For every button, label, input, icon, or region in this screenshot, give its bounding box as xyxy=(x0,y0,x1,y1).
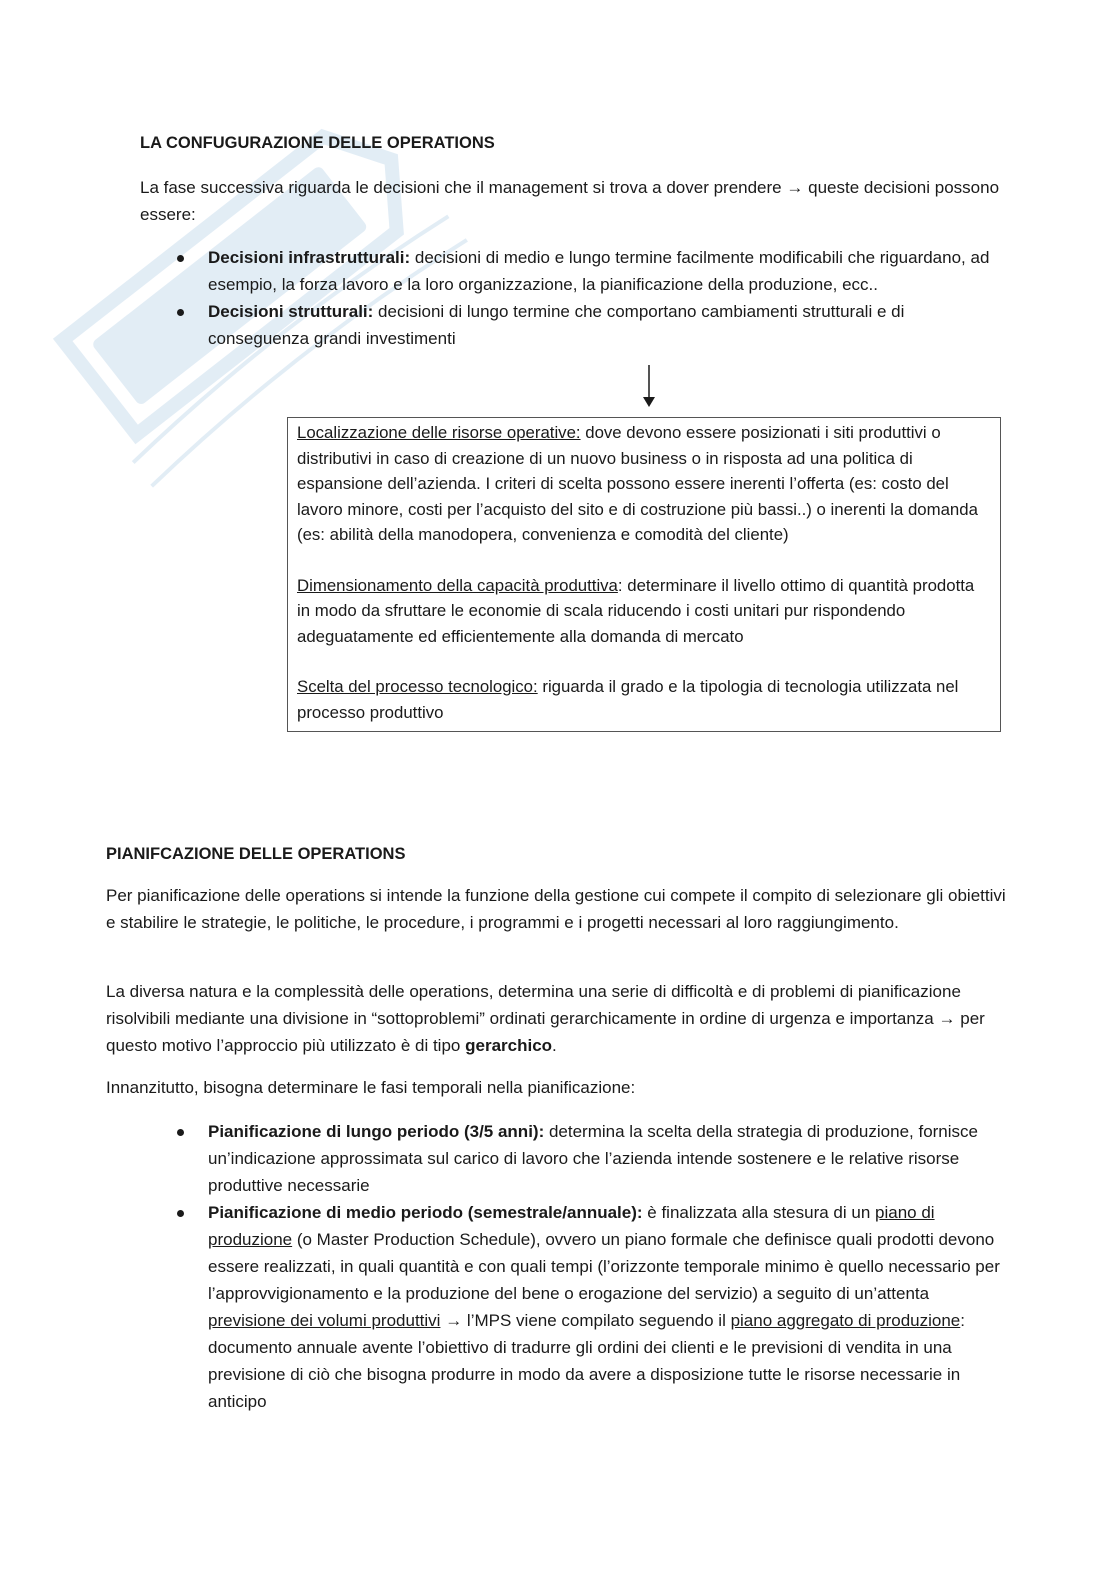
section2-paragraph-1: Per pianificazione delle operations si intende la funzione della gestione cui compete il compito di selezionare gli obiettivi e stabilire le strategie, le politiche, le procedure, i programmi e i progetti necessari al loro raggiungimento. xyxy=(106,886,1006,932)
decisions-box xyxy=(287,417,1001,732)
section1-title: LA CONFUGURAZIONE DELLE OPERATIONS xyxy=(140,134,495,152)
arrow-icon: → xyxy=(786,178,804,197)
section2-paragraph-2: La diversa natura e la complessità delle operations, determina una serie di difficoltà e di problemi di pianificazione risolvibili mediante una divisione in “sottoproblemi” ordinati gerarchicamente in ordine di urgenza e importanza → per questo motivo l’approccio più utilizzato è di tipo gerarchico. xyxy=(106,982,985,1055)
section1-bullet-list xyxy=(174,244,1010,352)
box-paragraph: Dimensionamento della capacità produttiva: determinare il livello ottimo di quantità prodotta in modo da sfruttare le economie di scala riducendo i costi unitari pur rispondendo adeguatamente ed efficientemente alla domanda di mercato xyxy=(297,575,975,646)
box-paragraph: Scelta del processo tecnologico: riguarda il grado e la tipologia di tecnologia utilizzata nel processo produttivo xyxy=(297,677,959,722)
list-item: Decisioni strutturali: decisioni di lungo termine che comportano cambiamenti strutturali e di conseguenza grandi investimenti xyxy=(174,298,1010,352)
section2-bullet-list xyxy=(174,1118,1010,1415)
section2-paragraph-3: Innanzitutto, bisogna determinare le fasi temporali nella pianificazione: xyxy=(106,1078,636,1097)
section1-intro: La fase successiva riguarda le decisioni che il management si trova a dover prendere → queste decisioni possono essere: xyxy=(140,178,1000,224)
box-paragraph: Localizzazione delle risorse operative: dove devono essere posizionati i siti produttivi o distributivi in caso di creazione di un nuovo business o in risposta ad una politica di espansione dell’azienda. I criteri di scelta possono essere inerenti l’offerta (es: costo del lavoro minore, costi per l’acquisto del sito e di costruzione più bassi..) o inerenti la domanda (es: abilità della manodopera, convenienza e comodità del cliente) xyxy=(297,423,978,544)
down-arrow-icon xyxy=(642,365,656,407)
section2-title: PIANIFCAZIONE DELLE OPERATIONS xyxy=(106,845,406,863)
list-item: Pianificazione di medio periodo (semestrale/annuale): è finalizzata alla stesura di un piano di produzione (o Master Production Schedule), ovvero un piano formale che definisce quali prodotti devono essere realizzati, in quali quantità e con quali tempi (l’orizzonte temporale minimo è quello necessario per l’approvvigionamento e la produzione del bene o erogazione del servizio) a seguito di un’attenta previsione dei volumi produttivi → l’MPS viene compilato seguendo il piano aggregato di produzione: documento annuale avente l’obiettivo di tradurre gli ordini dei clienti e le previsioni di vendita in una previsione di ciò che bisogna produrre in modo da avere a disposizione tutte le risorse necessarie in anticipo xyxy=(174,1199,1010,1415)
arrow-icon: → xyxy=(938,1009,956,1028)
list-item: Pianificazione di lungo periodo (3/5 anni): determina la scelta della strategia di produzione, fornisce un’indicazione approssimata sul carico di lavoro che l’azienda intende sostenere e le relative risorse produttive necessarie xyxy=(174,1118,1010,1199)
list-item: Decisioni infrastrutturali: decisioni di medio e lungo termine facilmente modificabili che riguardano, ad esempio, la forza lavoro e la loro organizzazione, la pianificazione della produzione, ecc.. xyxy=(174,244,1010,298)
arrow-icon: → xyxy=(445,1311,463,1330)
